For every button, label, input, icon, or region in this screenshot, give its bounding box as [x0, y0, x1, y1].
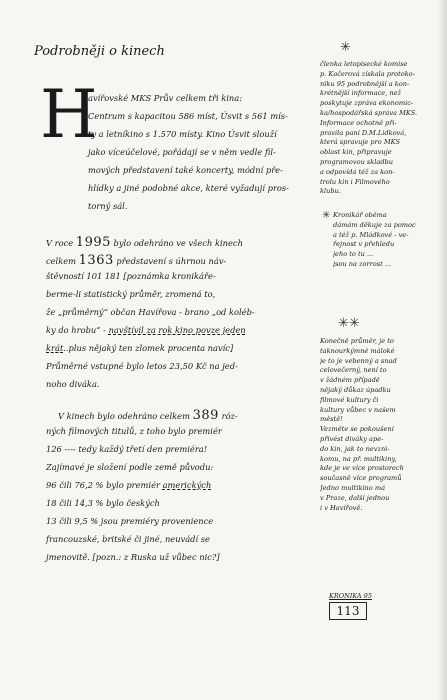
side-note-3: Konečně průměr, je to taknourkýmné máloké je to je vebenný a snad celovečerný, není to v žádném případě nějaký důkaz úpadku filmové kultury či kultury vůbec v našem městě! Vezměte se pokoušení přivést diváky ape- do kin, jak to nevzni- komu, na př. multikiny, kde je ve více prostorech současně více programů Jedno multikino má v Praze, další jednou i v Havířově.	[320, 337, 404, 512]
paragraph-1-line-3: ty a letníkino s 1.570 místy. Kino Úsvit slouží	[88, 129, 277, 139]
paragraph-2-line-4: berme-li statistický průměr, zromená to,	[46, 289, 216, 299]
paragraph-3-line-3: 126 ---- tedy každý třetí den premiéra!	[46, 444, 208, 454]
paragraph-2-line-8: Průměrné vstupné bylo letos 23,50 Kč na jed-	[46, 361, 238, 371]
drop-cap: H	[40, 76, 98, 153]
paragraph-3-line-8: francouzské, britské či jiné, neuvádí se	[46, 534, 210, 544]
p3-after-count: róz-	[221, 411, 238, 421]
asterisk-mark: ✳	[340, 40, 351, 55]
paragraph-3-line-1	[58, 408, 238, 423]
page-edge-shadow	[437, 0, 447, 700]
p2-after-year: bylo odehráno ve všech kinech	[113, 238, 243, 248]
paragraph-2-line-5: že „průměrný“ občan Havířova - brano „od koléb-	[46, 307, 255, 317]
paragraph-1-line-4: jako víceúčelové, pořádají se v něm vedle fil-	[88, 147, 276, 157]
p3-prefix: V kinech bylo odehráno celkem	[58, 411, 190, 421]
p2-line2-after: představení s úhrnou náv-	[116, 256, 227, 266]
p2-prefix: V roce	[46, 238, 74, 248]
paragraph-3-line-5	[46, 480, 211, 490]
p2-line6-underlined: navštívil za rok kino povze jeden	[108, 325, 246, 335]
paragraph-1-line-5: mových představení také koncerty, módní pře-	[88, 165, 283, 175]
paragraph-2-line-1	[46, 235, 243, 250]
paragraph-3-line-9: jmenovitě. [pozn.: z Ruska už vůbec nic?]	[46, 552, 220, 562]
page-heading: Podrobněji o kinech	[34, 44, 165, 59]
paragraph-3-line-6: 18 čili 14,3 % bylo českých	[46, 498, 160, 508]
double-asterisk-mark: ✳✳	[338, 316, 360, 331]
side-note-1: členka letopisecké komise p. Kačerová získala protoko- niku 95 podrobnější a kon- krétnější informace, než poskytuje zpráva ekonomic- ka/hospodářská správa MKS. Informace ochotně při- pravila paní D.M.Lidková, která spravuje pro MKS oblast kin, připravuje programovou skladbu a odpovídá též za kon- trolu kin i Filmového klubu.	[320, 60, 418, 196]
paragraph-1-line-7: torný sál.	[88, 201, 128, 211]
p2-line2-prefix: celkem	[46, 256, 77, 266]
paragraph-1-line-6: hlídky a jiné podobné akce, které vyžadují pros-	[88, 183, 289, 193]
asterisk-mark-2: ✳	[322, 210, 331, 221]
page-number: 113	[329, 602, 367, 620]
chronicle-tag	[329, 592, 372, 620]
year-value: 1995	[75, 235, 111, 250]
p2-line7-underlined: krát	[46, 343, 64, 353]
performance-count: 1363	[78, 253, 114, 268]
paragraph-1-line-2: Centrum s kapacitou 586 míst, Úsvit s 561 mís-	[88, 111, 288, 121]
paragraph-2-line-3: štěvností 101 181 [poznámka kronikáře-	[46, 271, 216, 281]
paragraph-1-line-1: avířovské MKS Prův celkem tři kina:	[88, 93, 243, 103]
paragraph-3-line-2: ných filmových titulů, z toho bylo premiér	[46, 426, 222, 436]
p2-line6-a: ky do hrobu“ -	[46, 325, 106, 335]
chronicle-label: KRONIKA 95	[329, 592, 372, 600]
paragraph-2-line-6	[46, 325, 246, 335]
paragraph-3-line-4: Zajímavé je složení podle země původu:	[46, 462, 214, 472]
film-title-count: 389	[192, 408, 219, 423]
p2-line7-b: ..plus nějaký ten zlomek procenta navíc]	[63, 343, 234, 353]
p3-line5-a: 96 čili 76,2 % bylo premiér	[46, 480, 160, 490]
paragraph-2-line-2	[46, 253, 226, 268]
side-note-2: Kronikář oběma dámám děkuje za pomoc a též p. Mládkové - ve- řejnost v přehledu jeho to tu ... jsou na zorrost ...	[333, 211, 416, 268]
paragraph-2-line-7	[46, 343, 233, 353]
paragraph-3-line-7: 13 čili 9,5 % jsou premiéry provenience	[46, 516, 214, 526]
p3-line5-underlined: amerických	[162, 480, 212, 490]
paragraph-2-line-9: noho diváka.	[46, 379, 100, 389]
